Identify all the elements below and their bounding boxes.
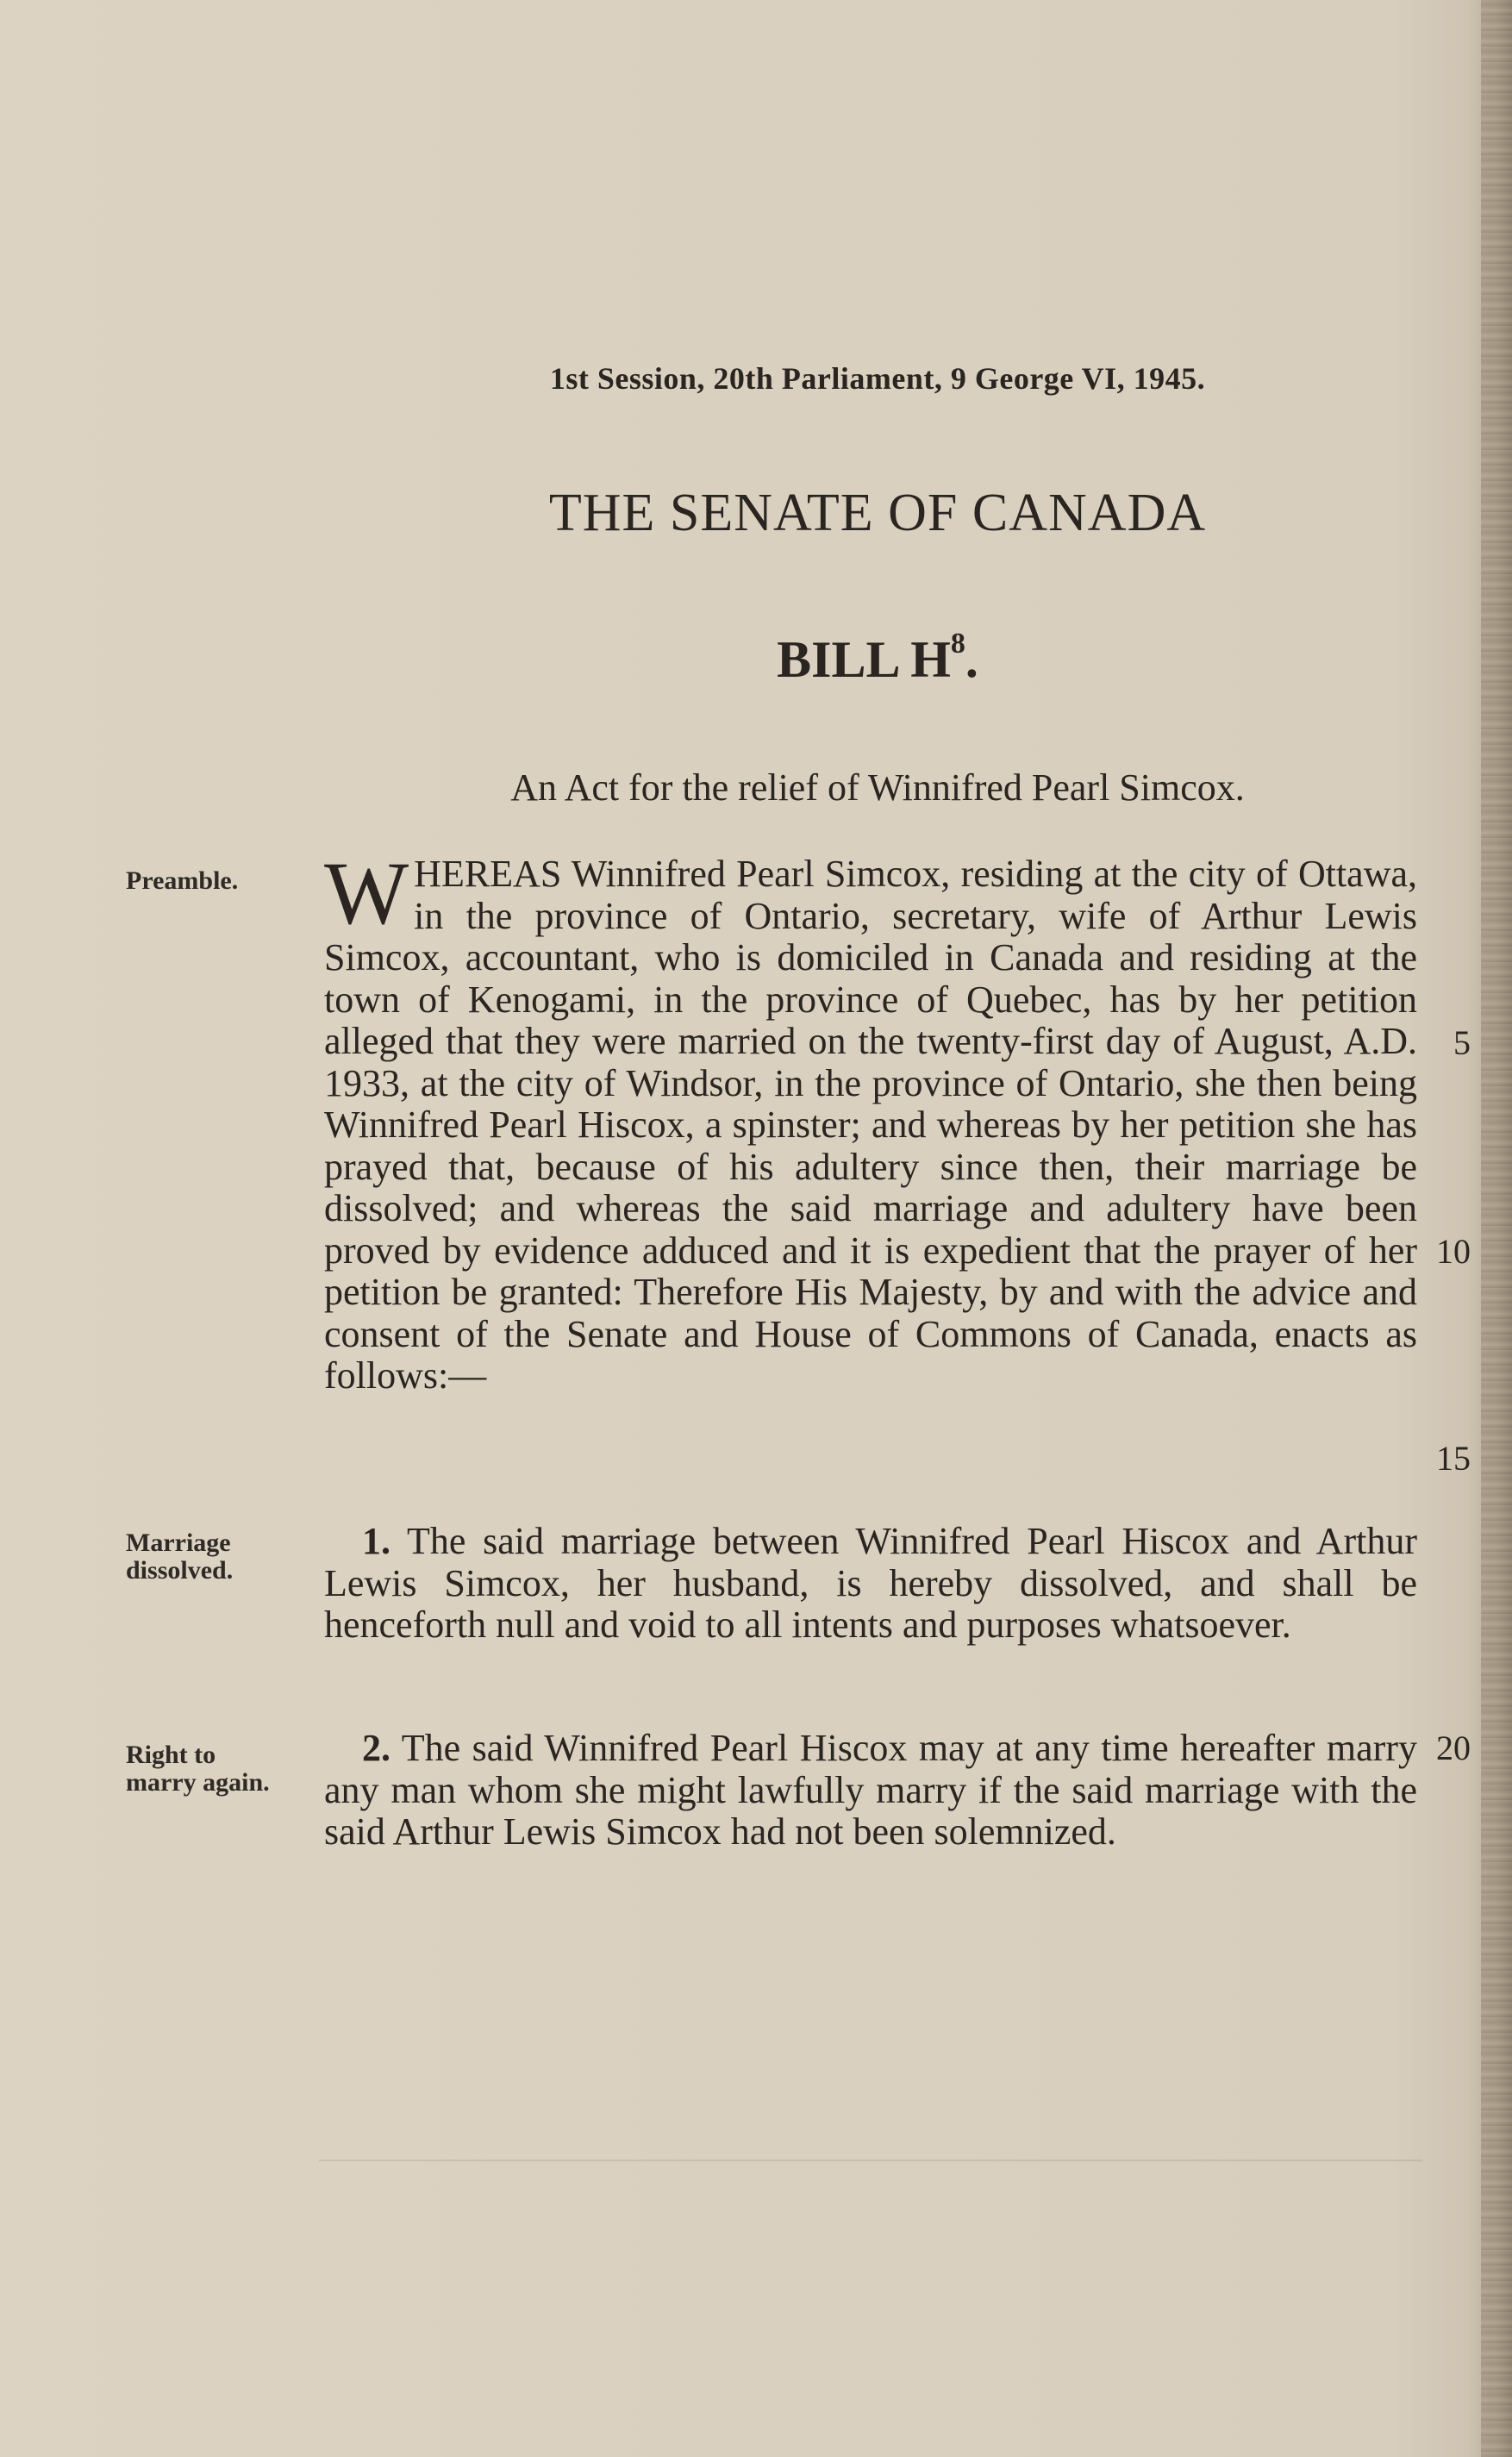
margin-note-preamble [126,867,316,895]
margin-note-marriage-dissolved [126,1529,316,1585]
section-1-number: 1. [362,1520,390,1562]
preamble-text: HEREAS Winnifred Pearl Simcox, residing at the city of Ottawa, in the province of Ontario, secretary, wife of Arthur Lewis Simcox, accountant, who is domiciled in Canada and residing at the town of Kenogami, in the province of Quebec, has by her petition alleged that they were married on the twenty-first day of August, A.D. 1933, at the city of Windsor, in the province of Ontario, she then being Winnifred Pearl Hiscox, a spinster; and whereas by her petition she has prayed that, because of his adultery since then, their marriage be dissolved; and whereas the said marriage and adultery have been proved by evidence adduced and it is expedient that the prayer of her petition be granted: Therefore His Majesty, by and with the advice and consent of the Senate and House of Commons of Canada, enacts as follows:— [324,853,1417,1397]
bill-prefix: BILL H [777,631,951,688]
line-number-20: 20 [1436,1729,1471,1767]
session-line: 1st Session, 20th Parliament, 9 George VI, 1945. [549,361,1206,396]
marriage-note-line-2: dissolved. [126,1556,234,1585]
preamble-paragraph [324,844,1417,1397]
section-2 [324,1728,1417,1854]
margin-note-right-to-marry [126,1741,316,1797]
right-note-line-2: marry again. [126,1768,270,1797]
dropcap-letter: W [324,844,409,943]
line-number-5: 5 [1453,1023,1471,1062]
section-2-text: The said Winnifred Pearl Hiscox may at any time hereafter marry any man whom she might lawfully marry if the said marriage with the said Arthur Lewis Simcox had not been solemnized. [324,1727,1417,1853]
bill-suffix: . [965,631,978,688]
chamber-title: THE SENATE OF CANADA [548,484,1207,542]
paper-fold-line [319,2160,1422,2161]
section-1 [324,1521,1417,1647]
preamble-note-label: Preamble. [126,866,239,895]
act-title: An Act for the relief of Winnifred Pearl Simcox. [510,766,1245,809]
marriage-note-line-1: Marriage [126,1529,231,1557]
right-note-line-1: Right to [126,1741,216,1769]
line-number-15: 15 [1436,1439,1471,1478]
line-number-10: 10 [1436,1232,1471,1271]
section-1-text: The said marriage between Winnifred Pearl Hiscox and Arthur Lewis Simcox, her husband, is hereby dissolved, and shall be henceforth null and void to all intents and purposes whatsoever. [324,1520,1417,1646]
bill-superscript: 8 [950,628,965,660]
section-2-number: 2. [362,1727,390,1769]
bill-number [0,628,1512,690]
